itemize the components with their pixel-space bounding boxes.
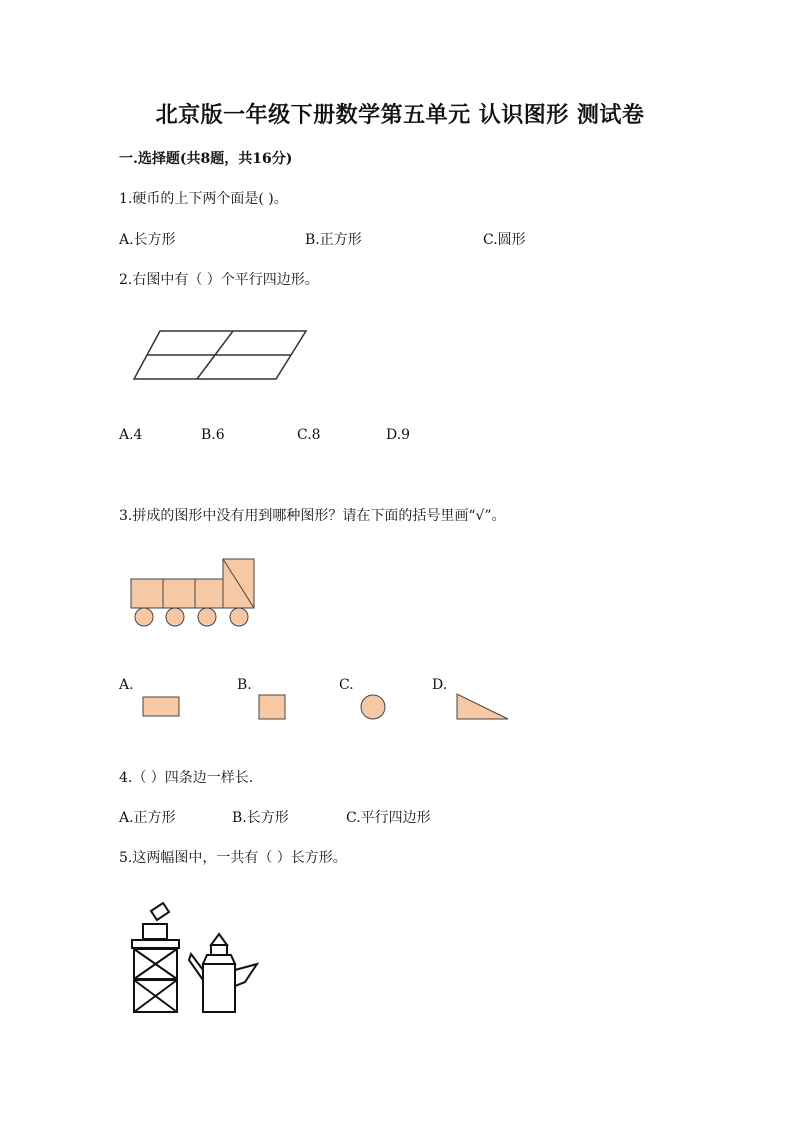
question-1-option-c: C.圆形 bbox=[483, 232, 526, 248]
parallelogram-figure bbox=[130, 325, 310, 385]
circle-shape bbox=[360, 694, 388, 722]
question-3-option-d: D. bbox=[432, 677, 448, 693]
question-3-option-c: C. bbox=[339, 677, 354, 693]
rectangle-shape bbox=[142, 696, 182, 718]
triangle-shape bbox=[455, 692, 511, 722]
question-2-option-c: C.8 bbox=[297, 427, 321, 443]
question-2-option-d: D.9 bbox=[386, 427, 411, 443]
question-4-option-b: B.长方形 bbox=[232, 810, 289, 826]
teapot-figure bbox=[185, 930, 265, 1020]
question-3-text: 3.拼成的图形中没有用到哪种图形？请在下面的括号里画“√”。 bbox=[119, 508, 506, 524]
question-1-text: 1.硬币的上下两个面是( )。 bbox=[119, 191, 288, 207]
question-1-option-a: A.长方形 bbox=[119, 232, 176, 248]
section-heading: 一.选择题(共8题，共16分) bbox=[119, 151, 293, 167]
question-2-option-b: B.6 bbox=[201, 427, 225, 443]
question-3-option-a: A. bbox=[119, 677, 134, 693]
square-shape bbox=[258, 694, 288, 722]
train-figure bbox=[125, 555, 265, 635]
question-4-option-a: A.正方形 bbox=[119, 810, 176, 826]
question-4-text: 4.（ ）四条边一样长. bbox=[119, 770, 254, 786]
question-1-option-b: B.正方形 bbox=[305, 232, 362, 248]
page-title: 北京版一年级下册数学第五单元 认识图形 测试卷 bbox=[155, 102, 645, 128]
question-3-option-b: B. bbox=[237, 677, 252, 693]
question-5-text: 5.这两幅图中，一共有（ ）长方形。 bbox=[119, 850, 347, 866]
robot-figure bbox=[125, 900, 185, 1020]
question-2-option-a: A.4 bbox=[119, 427, 143, 443]
question-4-option-c: C.平行四边形 bbox=[346, 810, 431, 826]
question-2-text: 2.右图中有（ ）个平行四边形。 bbox=[119, 272, 319, 288]
